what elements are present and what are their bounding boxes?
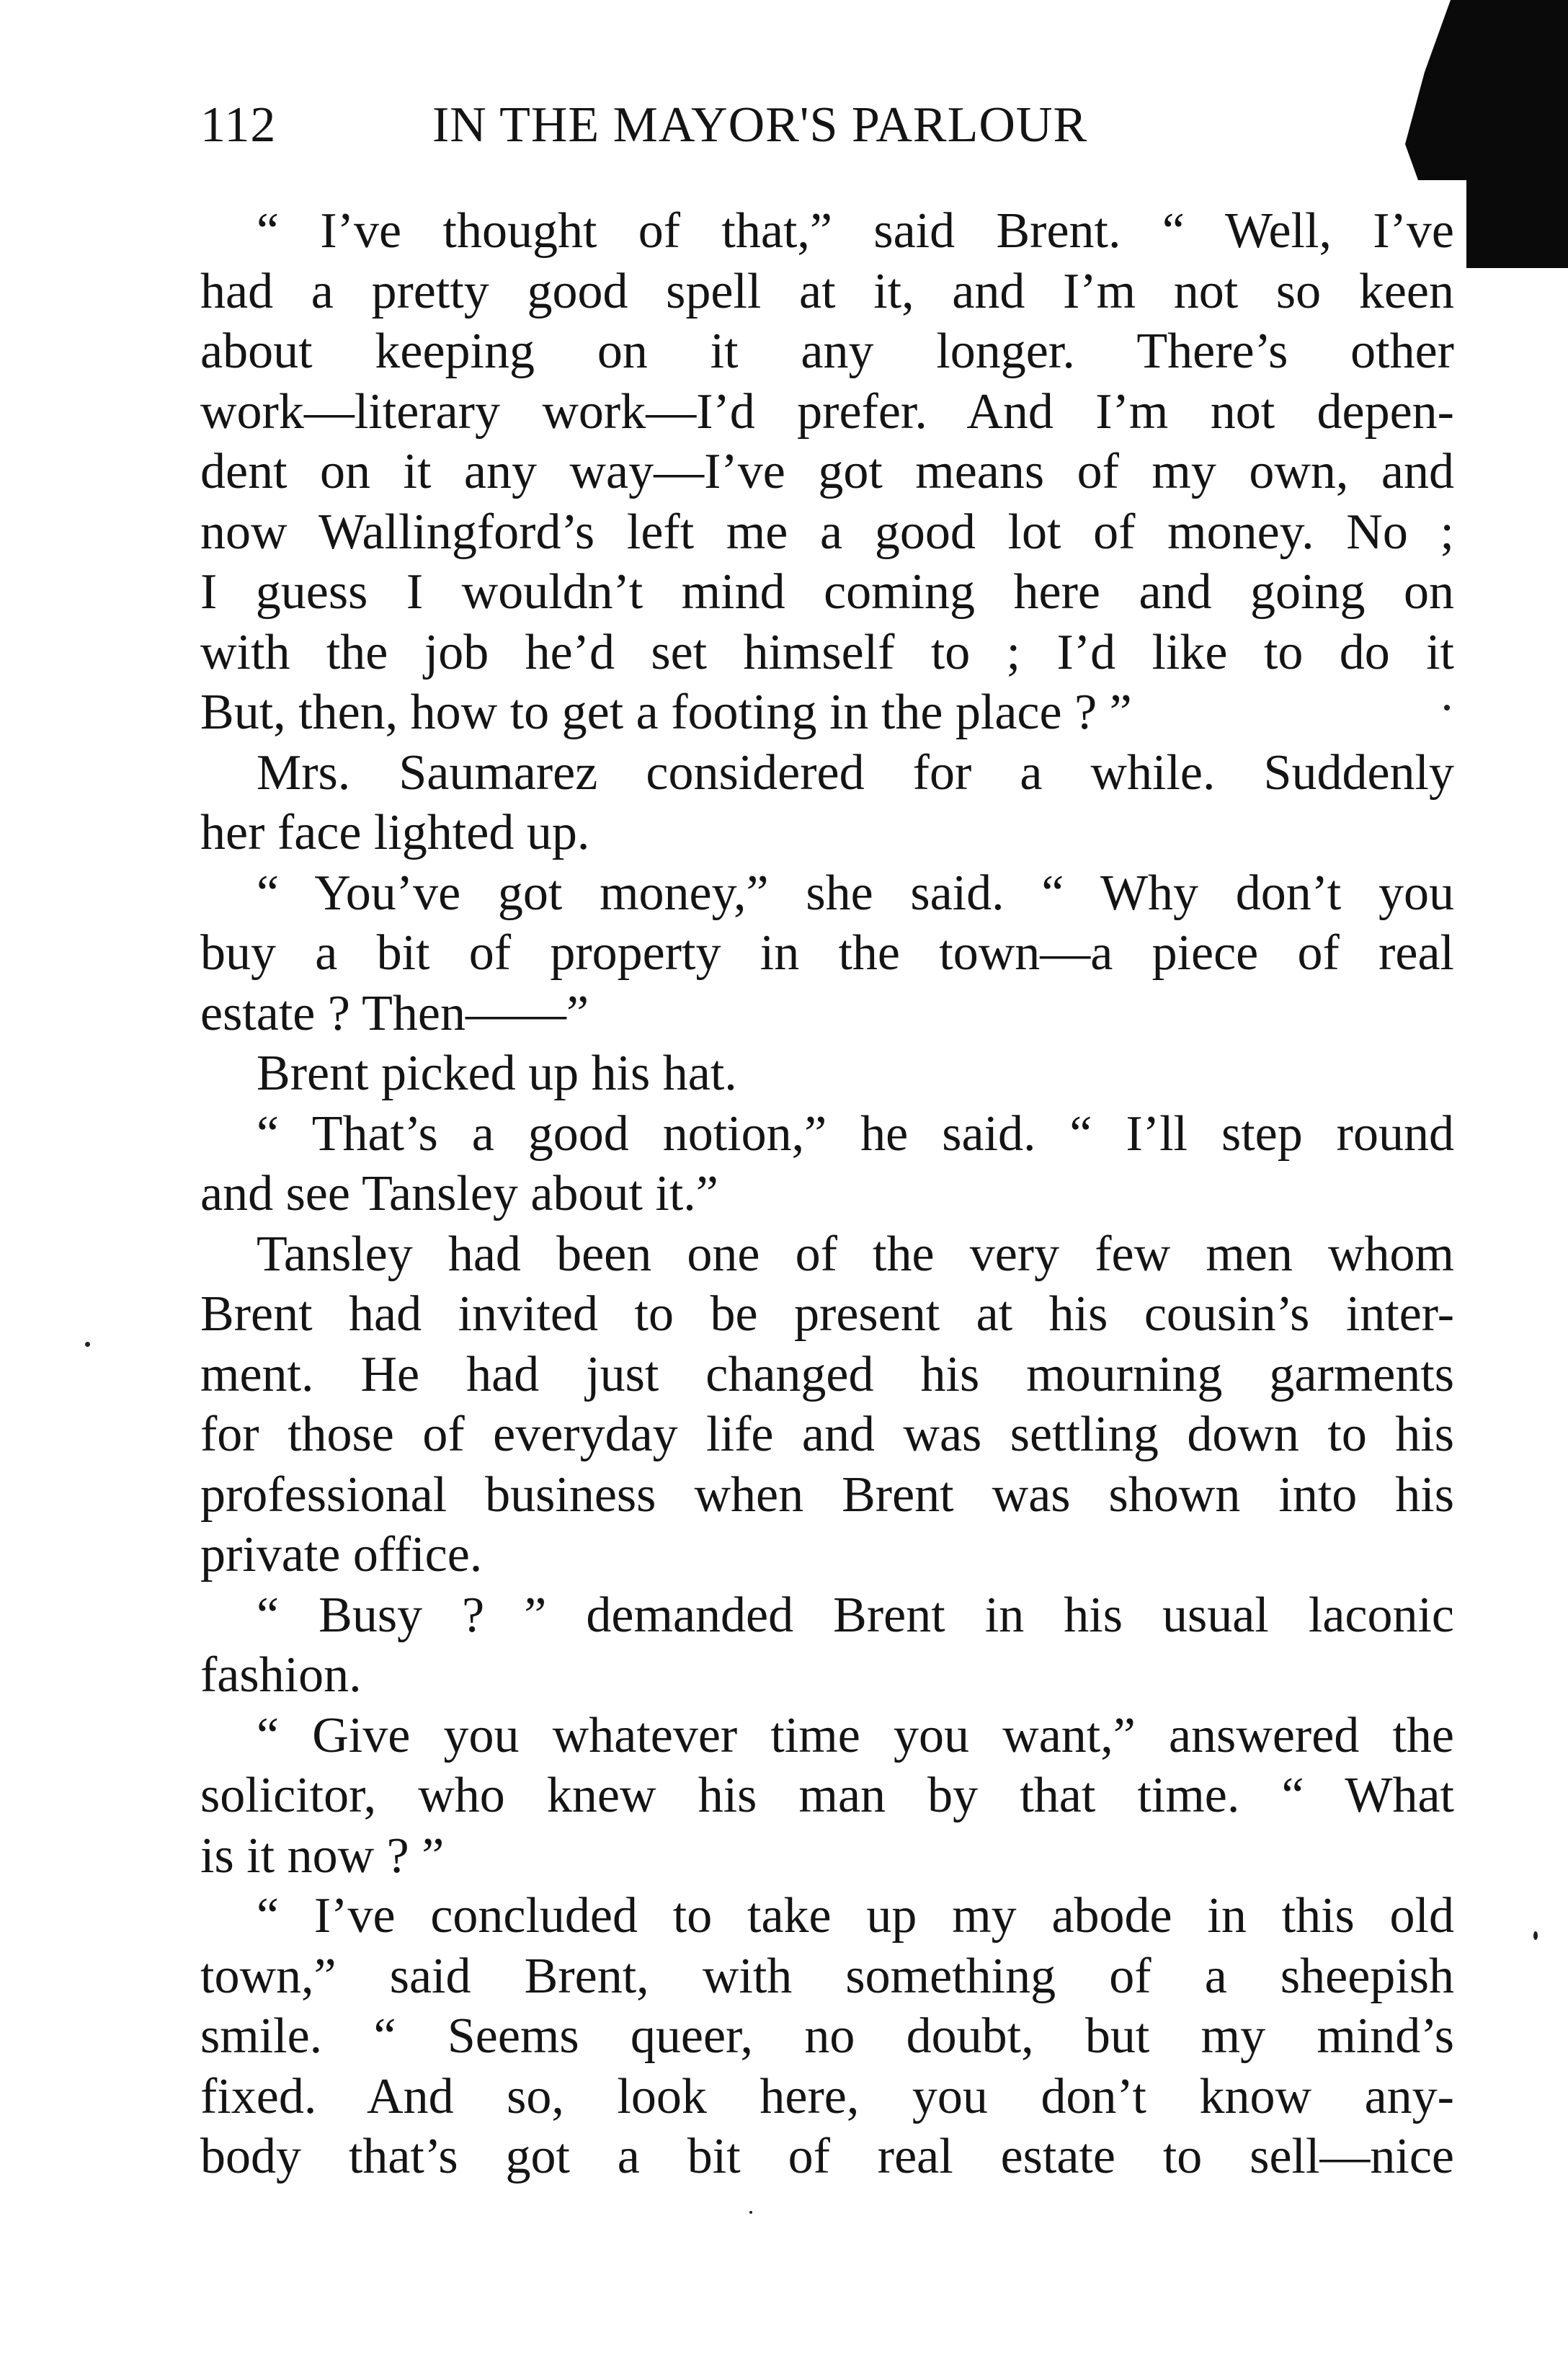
text-line: fixed. And so, look here, you don’t know any- xyxy=(200,2068,1454,2124)
print-speck xyxy=(1444,705,1450,711)
text-line: “ I’ve concluded to take up my abode in this old xyxy=(257,1888,1454,1944)
print-speck xyxy=(85,1342,90,1347)
text-line: about keeping on it any longer. There’s other xyxy=(200,324,1454,379)
text-line: Brent had invited to be present at his cousin’s inter- xyxy=(200,1286,1454,1342)
text-line: estate ? Then——” xyxy=(200,985,589,1041)
text-line: with the job he’d set himself to ; I’d like to do it xyxy=(200,624,1454,680)
text-line: is it now ? ” xyxy=(200,1828,445,1884)
text-line: “ I’ve thought of that,” said Brent. “ Well, I’ve xyxy=(257,203,1454,259)
text-line: her face lighted up. xyxy=(200,805,590,860)
text-line: “ That’s a good notion,” he said. “ I’ll step round xyxy=(257,1105,1454,1162)
text-line: body that’s got a bit of real estate to sell—nice xyxy=(200,2129,1454,2184)
text-line: I guess I wouldn’t mind coming here and going on xyxy=(200,564,1454,620)
text-line: work—literary work—I’d prefer. And I’m not depen- xyxy=(200,383,1454,440)
text-line: for those of everyday life and was settling down to his xyxy=(200,1407,1454,1462)
text-line: buy a bit of property in the town—a piece of real xyxy=(200,925,1454,981)
print-speck xyxy=(749,2211,752,2214)
text-line: town,” said Brent, with something of a sheepish xyxy=(200,1948,1454,2004)
text-line: “ Busy ? ” demanded Brent in his usual laconic xyxy=(257,1587,1454,1643)
print-speck xyxy=(1533,1931,1538,1940)
text-line: ment. He had just changed his mourning garments xyxy=(200,1346,1454,1402)
text-line: had a pretty good spell at it, and I’m not so keen xyxy=(200,263,1454,319)
text-line: But, then, how to get a footing in the place ? ” xyxy=(200,685,1132,740)
text-line: fashion. xyxy=(200,1647,362,1703)
text-line: dent on it any way—I’ve got means of my own, and xyxy=(200,444,1454,499)
text-line: “ Give you whatever time you want,” answered the xyxy=(257,1707,1454,1763)
running-title: IN THE MAYOR'S PARLOUR xyxy=(432,97,1088,153)
body-text xyxy=(200,201,1454,2187)
text-line: smile. “ Seems queer, no doubt, but my mind’s xyxy=(200,2008,1454,2064)
text-line: Mrs. Saumarez considered for a while. Suddenly xyxy=(257,744,1454,801)
scan-edge-shadow xyxy=(1466,0,1568,268)
running-header xyxy=(200,92,1454,159)
text-line: now Wallingford’s left me a good lot of money. No ; xyxy=(200,504,1454,560)
text-line: private office. xyxy=(200,1527,483,1582)
text-line: and see Tansley about it.” xyxy=(200,1166,718,1221)
text-line: solicitor, who knew his man by that time. “ What xyxy=(200,1768,1454,1823)
text-line: Brent picked up his hat. xyxy=(257,1046,737,1101)
text-line: Tansley had been one of the very few men whom xyxy=(257,1226,1454,1282)
page-number: 112 xyxy=(200,97,277,153)
text-line: “ You’ve got money,” she said. “ Why don’t you xyxy=(257,865,1454,921)
text-line: professional business when Brent was shown into his xyxy=(200,1466,1454,1523)
